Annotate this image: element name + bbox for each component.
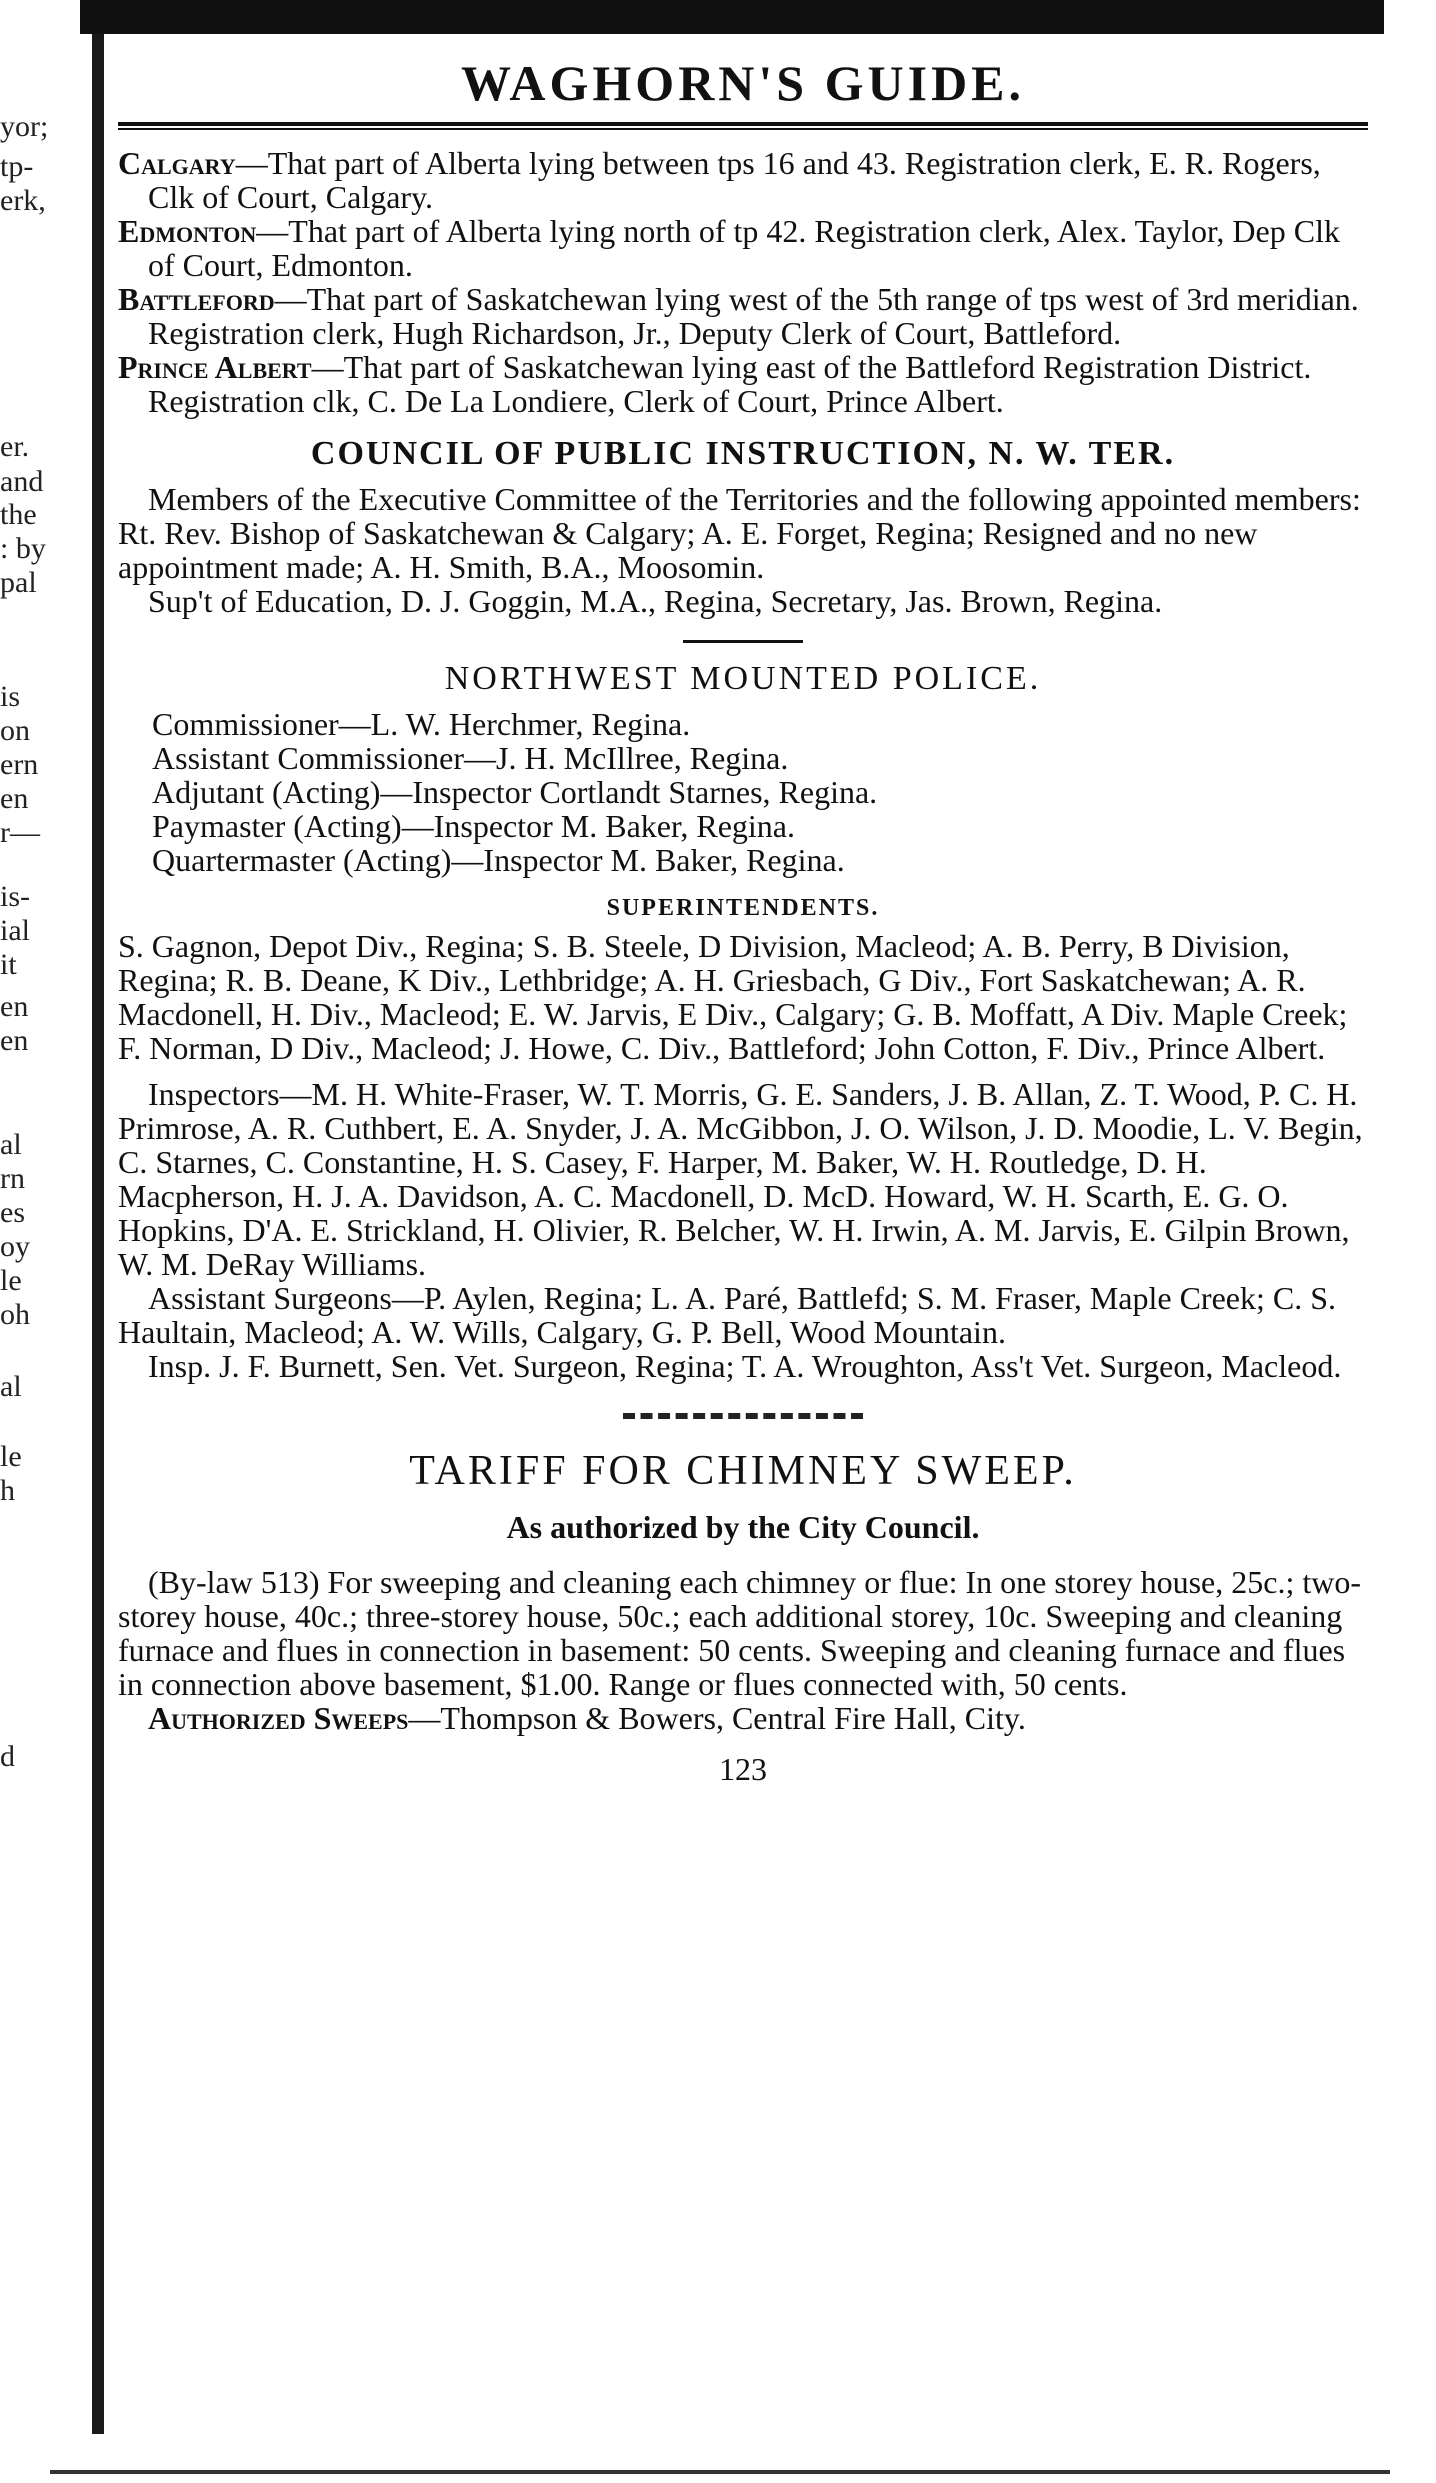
registration-entry (118, 282, 1368, 350)
registration-entry (118, 146, 1368, 214)
top-border (80, 0, 1384, 34)
officer-entry: Adjutant (Acting)—Inspector Cortlandt Starnes, Regina. (152, 774, 878, 810)
margin-fragment: ern (0, 748, 39, 781)
margin-fragment: es (0, 1196, 25, 1229)
superintendents-heading: SUPERINTENDENTS. (606, 895, 880, 921)
margin-fragment: al (0, 1128, 22, 1161)
margin-fragment: yor; (0, 110, 49, 143)
margin-fragment: en (0, 1024, 29, 1057)
officer-entry: Assistant Commissioner—J. H. McIllree, Regina. (152, 740, 789, 776)
page-header: WAGHORN'S GUIDE. (460, 55, 1026, 111)
margin-fragment: le (0, 1440, 22, 1473)
council-members: Members of the Executive Committee of the Territories and the following appointed members: Rt. Rev. Bishop of Saskatchewan & Calgary; A. E. Forget, Regina; Resigned and no new appointment made; A. H. Smith, B.A., Moosomin. (118, 481, 1361, 585)
margin-fragment: erk, (0, 184, 46, 217)
margin-fragment: al (0, 1370, 22, 1403)
margin-fragment: on (0, 714, 30, 747)
section-divider (683, 640, 803, 643)
police-title: NORTHWEST MOUNTED POLICE. (444, 660, 1042, 697)
police-officers (118, 707, 1368, 877)
margin-fragment: en (0, 990, 29, 1023)
sweeps-text: —Thompson & Bowers, Central Fire Hall, City. (408, 1700, 1026, 1736)
document-page (118, 48, 1368, 1789)
margin-fragment: d (0, 1740, 15, 1773)
tariff-subtitle: As authorized by the City Council. (506, 1509, 980, 1545)
tariff-title: TARIFF FOR CHIMNEY SWEEP. (409, 1448, 1077, 1494)
header-rule-thin (118, 128, 1368, 130)
margin-fragment: le (0, 1264, 22, 1297)
margin-fragment: oh (0, 1298, 30, 1331)
district-name: Calgary (118, 145, 236, 181)
page-number: 123 (719, 1751, 767, 1787)
district-name: Edmonton (118, 213, 257, 249)
bottom-border (50, 2470, 1390, 2474)
officer-entry: Commissioner—L. W. Herchmer, Regina. (152, 706, 691, 742)
margin-fragment: oy (0, 1230, 30, 1263)
district-name: Battleford (118, 281, 275, 317)
district-text: —That part of Alberta lying between tps 16 and 43. Registration clerk, E. R. Rogers, Clk of Court, Calgary. (148, 145, 1321, 215)
officer-entry: Paymaster (Acting)—Inspector M. Baker, Regina. (152, 808, 795, 844)
margin-fragment: rn (0, 1162, 25, 1195)
surgeons-list: Assistant Surgeons—P. Aylen, Regina; L. A. Paré, Battlefd; S. M. Fraser, Maple Creek; C. S. Haultain, Macleod; A. W. Wills, Calgary, G. P. Bell, Wood Mountain. (118, 1280, 1336, 1350)
margin-fragment: pal (0, 566, 37, 599)
council-title: COUNCIL OF PUBLIC INSTRUCTION, N. W. TER. (310, 435, 1176, 472)
margin-fragment: tp- (0, 150, 34, 183)
inspectors-list: Inspectors—M. H. White-Fraser, W. T. Morris, G. E. Sanders, J. B. Allan, Z. T. Wood, P. C. H. Primrose, A. R. Cuthbert, E. A. Snyder, J. A. McGibbon, J. O. Wilson, J. D. Moodie, L. V. Begin, C. Starnes, C. Constantine, H. S. Casey, F. Harper, M. Baker, W. H. Routledge, D. H. Macpherson, H. J. A. Davidson, A. C. Macdonell, D. McD. Howard, W. H. Scarth, E. G. O. Hopkins, D'A. E. Strickland, H. Olivier, R. Belcher, W. H. Irwin, A. M. Jarvis, E. Gilpin Brown, W. M. DeRay Williams. (118, 1076, 1363, 1282)
margin-fragment: r— (0, 816, 40, 849)
superintendents-list: S. Gagnon, Depot Div., Regina; S. B. Steele, D Division, Macleod; A. B. Perry, B Division, Regina; R. B. Deane, K Div., Lethbridge; A. H. Griesbach, G Div., Fort Saskatchewan; A. R. Macdonell, H. Div., Macleod; E. W. Jarvis, E Div., Calgary; G. B. Moffatt, A Div. Maple Creek; F. Norman, D Div., Macleod; J. Howe, C. Div., Battleford; John Cotton, F. Div., Prince Albert. (118, 928, 1348, 1066)
district-name: Prince Albert (118, 349, 312, 385)
margin-fragment: the (0, 498, 37, 531)
margin-fragment: : by (0, 532, 46, 565)
district-text: —That part of Saskatchewan lying east of the Battleford Registration District. Registration clk, C. De La Londiere, Clerk of Court, Prince Albert. (148, 349, 1312, 419)
left-border (92, 34, 104, 2434)
vet-surgeons: Insp. J. F. Burnett, Sen. Vet. Surgeon, Regina; T. A. Wroughton, Ass't Vet. Surgeon, Macleod. (148, 1348, 1342, 1384)
margin-fragment: en (0, 782, 29, 815)
registration-entry (118, 214, 1368, 282)
council-education: Sup't of Education, D. J. Goggin, M.A., Regina, Secretary, Jas. Brown, Regina. (148, 583, 1163, 619)
district-text: —That part of Alberta lying north of tp 42. Registration clerk, Alex. Taylor, Dep Clk of Court, Edmonton. (148, 213, 1340, 283)
registration-entry (118, 350, 1368, 418)
margin-fragment: er. (0, 430, 30, 463)
tariff-text: (By-law 513) For sweeping and cleaning each chimney or flue: In one storey house, 25c.; two-storey house, 40c.; three-storey house, 50c.; each additional storey, 10c. Sweeping and cleaning furnace and flues in connection in basement: 50 cents. Sweeping and cleaning furnace and flues in connection above basement, $1.00. Range or flues connected with, 50 cents. (118, 1564, 1361, 1702)
margin-fragment: is (0, 680, 21, 713)
margin-fragment: and (0, 465, 44, 498)
margin-fragment: it (0, 948, 17, 981)
header-rule (118, 122, 1368, 126)
officer-entry: Quartermaster (Acting)—Inspector M. Baker, Regina. (152, 842, 845, 878)
margin-fragment: h (0, 1474, 15, 1507)
district-text: —That part of Saskatchewan lying west of the 5th range of tps west of 3rd meridian. Registration clerk, Hugh Richardson, Jr., Deputy Clerk of Court, Battleford. (148, 281, 1359, 351)
sweeps-label: Authorized Sweeps (148, 1700, 409, 1736)
authorized-sweeps (118, 1701, 1368, 1735)
margin-fragment: ial (0, 914, 30, 947)
margin-fragment: is- (0, 880, 30, 913)
registration-districts (118, 146, 1368, 418)
section-divider (623, 1413, 863, 1419)
